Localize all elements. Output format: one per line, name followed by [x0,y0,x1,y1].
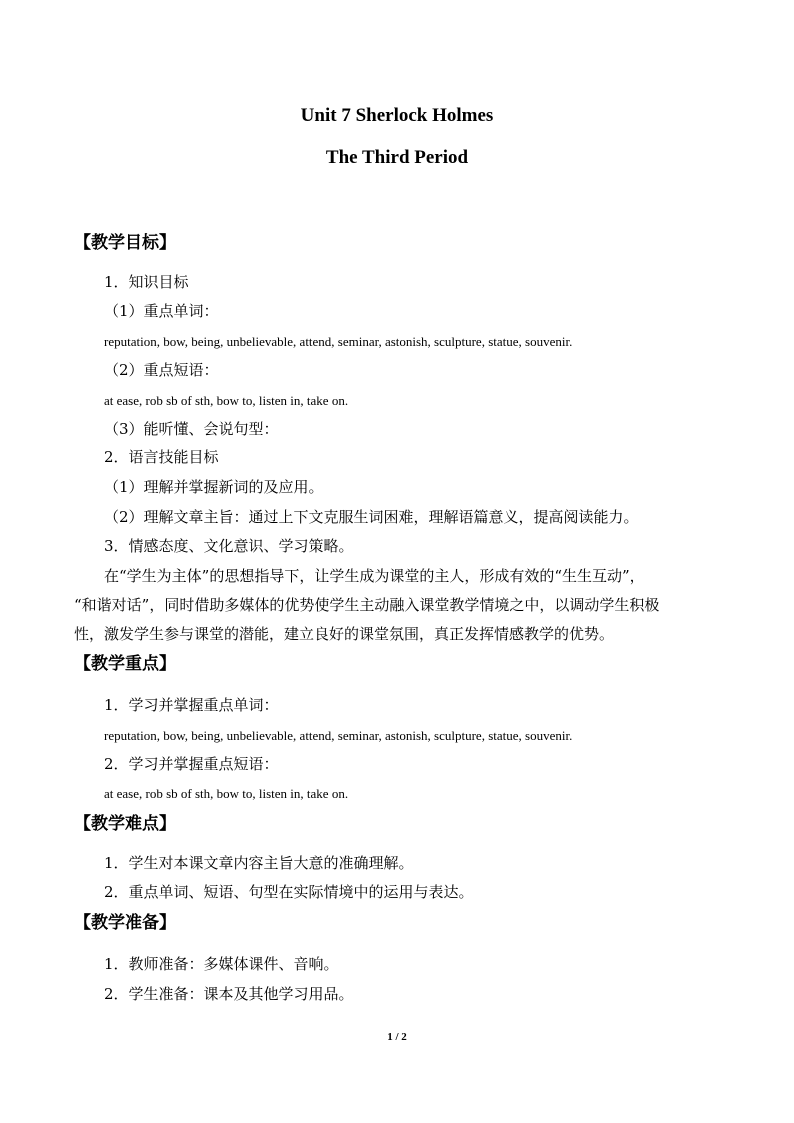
section-heading-objectives: 【教学目标】 [74,233,176,253]
page-number: 1 / 2 [387,1031,407,1043]
objective-sub-main-idea: （2）理解文章主旨：通过上下文克服生词困难，理解语篇意义，提高阅读能力。 [104,508,639,526]
section-heading-key-points: 【教学重点】 [74,654,176,674]
objective-sub-key-phrases: （2）重点短语： [104,361,219,379]
objective-paragraph-line2: “和谐对话”，同时借助多媒体的优势使学生主动融入课堂教学情境之中，以调动学生积极 [74,596,660,614]
objective-sub-key-words: （1）重点单词： [104,302,219,320]
difficulty-item-2: 2．重点单词、短语、句型在实际情境中的运用与表达。 [104,883,474,901]
objective-sub-sentences: （3）能听懂、会说句型： [104,420,279,438]
difficulty-item-1: 1．学生对本课文章内容主旨大意的准确理解。 [104,854,414,872]
objective-paragraph-line3: 性，激发学生参与课堂的潜能，建立良好的课堂氛围，真正发挥情感教学的优势。 [74,625,615,643]
objective-item-emotion: 3．情感态度、文化意识、学习策略。 [104,537,354,555]
section-heading-preparation: 【教学准备】 [74,913,176,933]
objective-key-phrases-list: at ease, rob sb of sth, bow to, listen in, take on. [104,393,349,408]
objective-key-words-list: reputation, bow, being, unbelievable, attend, seminar, astonish, sculpture, statue, souvenir. [104,334,573,349]
key-point-item-phrases: 2．学习并掌握重点短语： [104,755,279,773]
document-title: Unit 7 Sherlock Holmes [300,105,494,126]
document-subtitle: The Third Period [325,147,469,168]
preparation-item-teacher: 1．教师准备：多媒体课件、音响。 [104,955,339,973]
key-point-item-words: 1．学习并掌握重点单词： [104,696,279,714]
key-point-phrases-list: at ease, rob sb of sth, bow to, listen in, take on. [104,786,349,801]
objective-item-knowledge: 1．知识目标 [104,273,189,291]
key-point-words-list: reputation, bow, being, unbelievable, attend, seminar, astonish, sculpture, statue, souvenir. [104,728,573,743]
objective-sub-new-words: （1）理解并掌握新词的及应用。 [104,478,324,496]
objective-item-language-skills: 2．语言技能目标 [104,448,219,466]
section-heading-difficulties: 【教学难点】 [74,814,176,834]
objective-paragraph-line1: 在“学生为主体”的思想指导下，让学生成为课堂的主人，形成有效的“生生互动”， [104,567,645,585]
preparation-item-student: 2．学生准备：课本及其他学习用品。 [104,985,354,1003]
